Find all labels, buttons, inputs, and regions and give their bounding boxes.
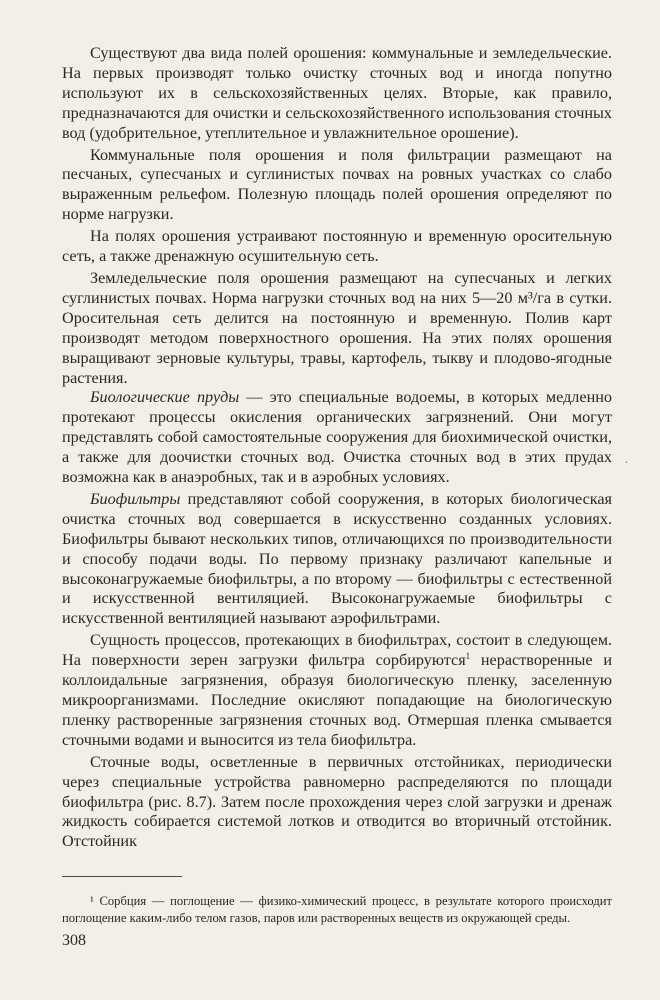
term-biofilters: Биофильтры <box>90 489 181 508</box>
footnote-sorption: ¹ Сорбция — поглощение — физико-химический процесс, в результате которого происходит поглощение каким-либо телом газов, паров или растворенных веществ из окружающей среды. <box>62 894 612 926</box>
main-text <box>62 44 612 852</box>
paragraph-wastewater-distribution: Сточные воды, осветленные в первичных отстойниках, периодически через специальные устройства равномерно распределяются по площади биофильтра (рис. 8.7). Затем после прохождения через слой загрузки и дренаж жидкость собирается системой лотков и отводится во вторичный отстойник. Отстойник <box>62 752 612 851</box>
paragraph-irrigation-network: На полях орошения устраивают постоянную и временную оросительную сеть, а также дренажную осушительную сеть. <box>62 227 612 266</box>
footnote-reference: 1 <box>465 651 471 662</box>
paragraph-irrigation-fields: Существуют два вида полей орошения: коммунальные и земледельческие. На первых производят только очистку сточных вод и иногда попутно используют их в сельскохозяйственных целях. Вторые, как правило, предназначаются для очистки и сельскохозяйственного использования сточных вод (удобрительное, утеплительное и увлажнительное орошение). <box>62 44 612 142</box>
term-biological-ponds: Биологические пруды <box>90 388 240 407</box>
paragraph-agricultural-fields: Земледельческие поля орошения размещают на супесчаных и легких суглинистых почвах. Норма нагрузки сточных вод на них 5—20 м³/га в сутки. Оросительная сеть делится на постоянную и временную. Полив карт производят методом поверхностного орошения. На этих полях орошения выращивают зерновые культуры, травы, картофель, тыкву и плодово-ягодные растения. <box>62 268 612 387</box>
margin-mark: · <box>624 456 629 471</box>
paragraph-biofilter-process: Сущность процессов, протекающих в биофильтрах, состоит в следующем. На поверхности зерен загрузки фильтра сорбируются$^1$ нерастворенные и коллоидальные загрязнения, образуя биологическую пленку, заселенную микроорганизмами. Последние окисляют попадающие на биологическую пленку растворенные загрязнения сточных вод. Отмершая пленка смывается сточными водами и выносится из тела биофильтра. <box>62 631 612 749</box>
footnote-divider <box>62 876 182 877</box>
paragraph-biofilters: Биофильтры представляют собой сооружения, в которых биологическая очистка сточных вод совершается в искусственно созданных условиях. Биофильтры бывают нескольких типов, отличающихся по производительности и способу подачи воды. По первому признаку различают капельные и высоконагружаемые биофильтры, а по второму — биофильтры с естественной и искусственной вентиляцией. Высоконагружаемые биофильтры с искусственной вентиляцией называют аэрофильтрами. <box>62 489 612 628</box>
page-number: 308 <box>62 932 86 949</box>
paragraph-municipal-fields: Коммунальные поля орошения и поля фильтрации размещают на песчаных, супесчаных и суглинистых почвах на ровных участках со слабо выраженным рельефом. Полезную площадь полей орошения определяют по норме нагрузки. <box>62 145 612 224</box>
paragraph-biological-ponds: Биологические пруды — это специальные водоемы, в которых медленно протекают процессы окисления органических загрязнений. Они могут представлять собой самостоятельные сооружения для биохимической очистки, а также для доочистки сточных вод. Очистка сточных вод в этих прудах возможна как в анаэробных, так и в аэробных условиях. <box>62 388 612 487</box>
